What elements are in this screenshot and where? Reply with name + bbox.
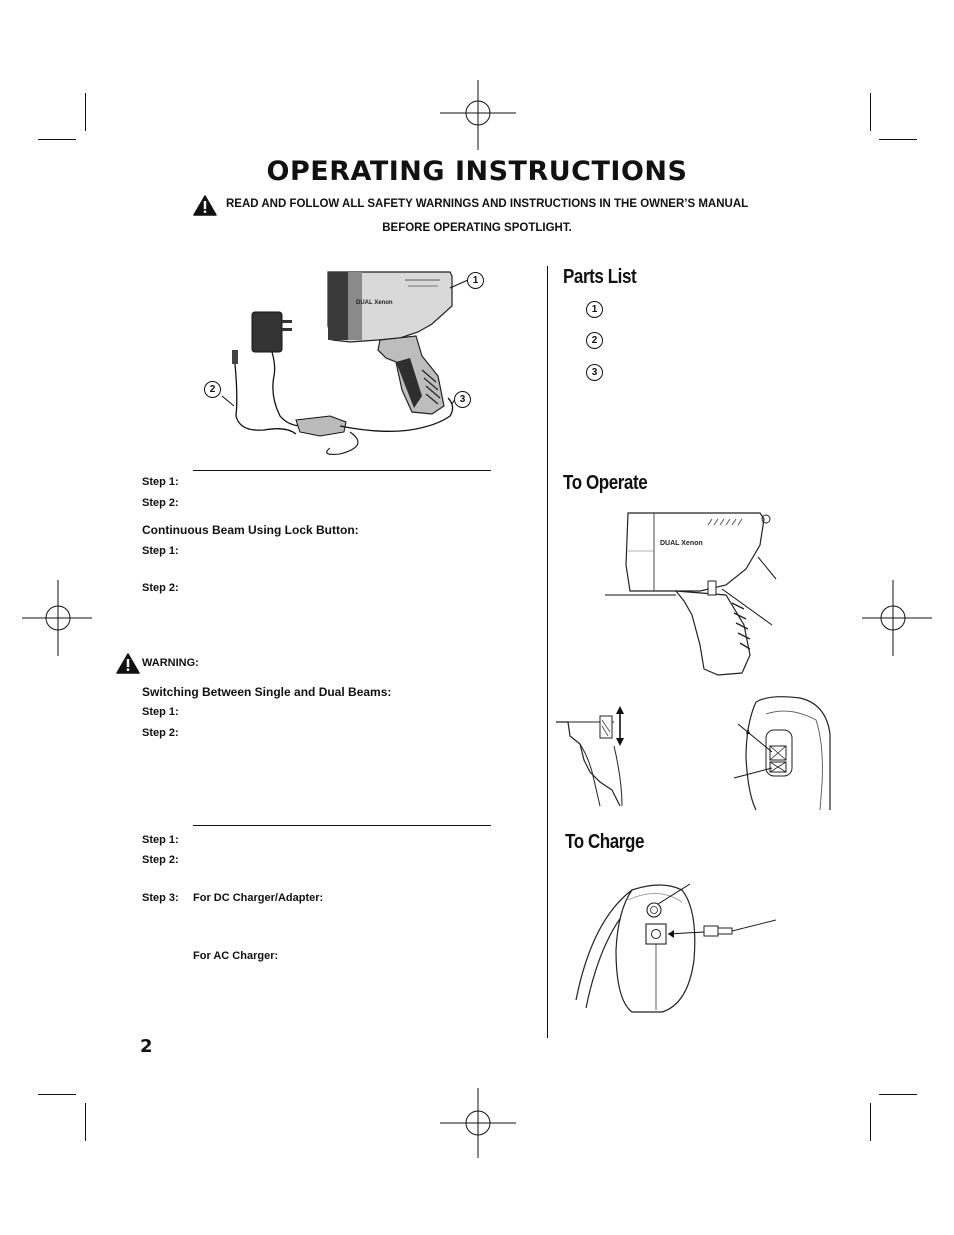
crop-mark	[38, 1094, 76, 1095]
crop-mark	[879, 139, 917, 140]
callout-2: 2	[204, 381, 221, 398]
spotlight-operate-illustration	[600, 505, 780, 681]
parts-number-3: 3	[586, 364, 603, 381]
brand-mark: DUAL Xenon	[356, 300, 393, 306]
section-rule	[193, 470, 491, 471]
crop-mark	[38, 139, 76, 140]
safety-notice-line1: READ AND FOLLOW ALL SAFETY WARNINGS AND INSTRUCTIONS IN THE OWNER’S MANUAL	[226, 198, 749, 210]
callout-1: 1	[467, 272, 484, 289]
step-label: Step 1:	[142, 545, 179, 557]
to-charge-heading: To Charge	[565, 831, 644, 853]
ac-charger-label: For AC Charger:	[193, 950, 279, 962]
crop-mark	[85, 93, 86, 131]
callout-3: 3	[454, 391, 471, 408]
step-label: Step 2:	[142, 854, 179, 866]
step-label: Step 1:	[142, 706, 179, 718]
registration-mark-top	[440, 80, 516, 150]
warning-label: WARNING:	[142, 657, 199, 669]
spotlight-kit-illustration	[200, 266, 490, 466]
step-label: Step 2:	[142, 497, 179, 509]
page-title: OPERATING INSTRUCTIONS	[266, 156, 688, 187]
step-label: Step 1:	[142, 476, 179, 488]
safety-notice-line2: BEFORE OPERATING SPOTLIGHT.	[382, 222, 572, 234]
crop-mark	[870, 1103, 871, 1141]
registration-mark-bottom	[440, 1088, 516, 1158]
charging-port-illustration	[572, 880, 782, 1025]
registration-mark-right	[862, 580, 932, 656]
crop-mark	[879, 1094, 917, 1095]
step-label: Step 1:	[142, 834, 179, 846]
dc-charger-label: For DC Charger/Adapter:	[193, 892, 324, 904]
crop-mark	[870, 93, 871, 131]
brand-mark: DUAL Xenon	[660, 540, 703, 547]
parts-number-2: 2	[586, 332, 603, 349]
warning-icon	[193, 195, 217, 216]
parts-list-heading: Parts List	[563, 266, 637, 288]
warning-icon	[116, 653, 140, 674]
section-rule	[193, 825, 491, 826]
step-label: Step 3:	[142, 892, 179, 904]
column-divider	[547, 266, 548, 1038]
parts-number-1: 1	[586, 301, 603, 318]
to-operate-heading: To Operate	[563, 472, 648, 494]
crop-mark	[85, 1103, 86, 1141]
page-number: 2	[140, 1036, 153, 1057]
switch-detail-illustration	[554, 700, 644, 808]
registration-mark-left	[22, 580, 92, 656]
step-label: Step 2:	[142, 727, 179, 739]
continuous-beam-heading: Continuous Beam Using Lock Button:	[142, 523, 359, 537]
step-label: Step 2:	[142, 582, 179, 594]
rear-view-detail-illustration	[730, 694, 834, 810]
switching-beams-heading: Switching Between Single and Dual Beams:	[142, 685, 392, 699]
